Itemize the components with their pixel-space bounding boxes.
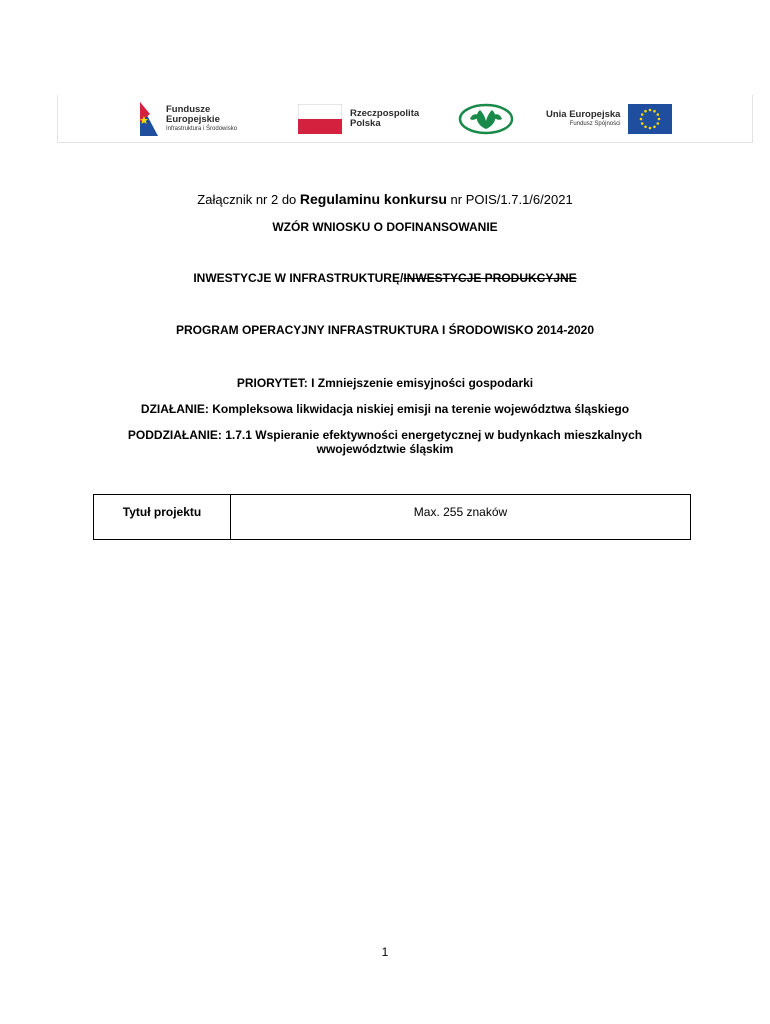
- action: DZIAŁANIE: Kompleksowa likwidacja niskiej emisji na terenie województwa śląskiego: [140, 402, 630, 416]
- rzeczpospolita-polska-logo: [298, 95, 419, 143]
- investment-type: [0, 271, 770, 285]
- program-name: PROGRAM OPERACYJNY INFRASTRUKTURA I ŚRODOWISKO 2014-2020: [175, 323, 595, 337]
- investment-production-struck: INWESTYCJE PRODUKCYJNE: [403, 271, 577, 285]
- title-suffix: nr POIS/1.7.1/6/2021: [446, 192, 573, 207]
- eu-flag-icon: [628, 104, 672, 134]
- polish-flag-icon: [298, 104, 342, 134]
- priority: PRIORYTET: I Zmniejszenie emisyjności gospodarki: [236, 376, 534, 390]
- unia-europejska-logo: [546, 95, 672, 143]
- project-title-label: Tytuł projektu: [94, 495, 231, 540]
- ue-sub: Fundusz Spójności: [569, 121, 621, 127]
- leaf-emblem-logo: [458, 95, 514, 143]
- title-regulamin: Regulaminu konkursu: [299, 191, 447, 207]
- rp-line2: Polska: [350, 118, 381, 129]
- title-prefix: Załącznik nr 2 do: [197, 192, 300, 207]
- project-table: [93, 494, 691, 540]
- sub-action-line1: PODDZIAŁANIE: 1.7.1 Wspieranie efektywności energetycznej w budynkach mieszkalnych: [127, 428, 643, 442]
- sub-action: [0, 428, 770, 456]
- leaf-icon: [458, 103, 514, 135]
- page-number: 1: [381, 945, 389, 959]
- project-title-value: Max. 255 znaków: [231, 495, 691, 540]
- investment-infrastructure: INWESTYCJE W INFRASTRUKTURĘ/: [193, 271, 404, 285]
- fe-star-icon: [138, 100, 160, 138]
- logo-bar: [57, 95, 753, 143]
- table-row: [94, 495, 691, 540]
- form-title: WZÓR WNIOSKU O DOFINANSOWANIE: [272, 220, 498, 234]
- fe-sub: Infrastruktura i Środowisko: [166, 126, 238, 132]
- fe-line1: Fundusze: [166, 104, 211, 115]
- ue-line1: Unia Europejska: [546, 109, 621, 120]
- rp-line1: Rzeczpospolita: [350, 108, 420, 119]
- document-title: [0, 191, 770, 207]
- fundusze-europejskie-logo: [138, 95, 237, 143]
- sub-action-line2: wwojewództwie śląskim: [316, 442, 454, 456]
- fe-line2: Europejskie: [166, 114, 220, 125]
